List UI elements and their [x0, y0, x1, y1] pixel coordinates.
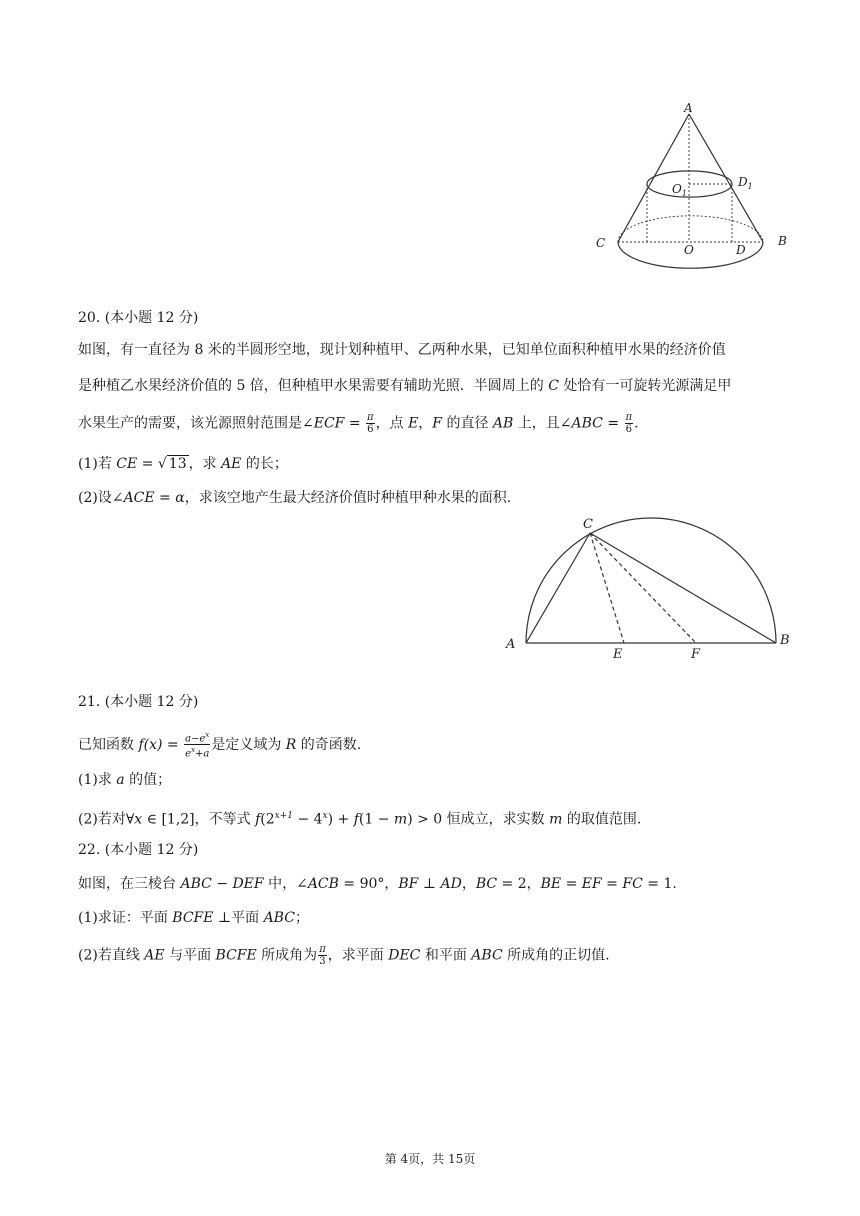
q22-part1: (1)求证：平面 BCFE ⊥平面 ABC； [78, 910, 309, 926]
cone-label-b: B [778, 234, 787, 248]
cone-label-c: C [596, 236, 606, 250]
semi-label-f: F [691, 647, 701, 662]
q21-part1: (1)求 a 的值； [78, 772, 172, 788]
q20-part1: (1)若 CE = √ 13 ，求 AE 的长； [78, 456, 288, 472]
page-footer: 第 4页，共 15页 [384, 1152, 476, 1166]
cone-label-o: O [684, 243, 694, 257]
q20-line2: 是种植乙水果经济价值的 5 倍，但种植甲水果需要有辅助光照．半圆周上的 C 处恰有一可旋转光源满足甲 [78, 378, 732, 394]
q20-line3: 水果生产的需要，该光源照射范围是∠ECF = $\frac{\pi}{6}$ ，点 E，F 的直径 AB 上，且∠ABC = $\frac{\pi}{6}$ . [78, 412, 639, 435]
semi-label-a: A [506, 637, 516, 652]
q21-header: 21. (本小题 12 分) [78, 694, 199, 710]
semi-label-b: B [780, 633, 790, 648]
q20-part2: (2)设∠ACE = α，求该空地产生最大经济价值时种植甲种水果的面积. [78, 490, 512, 506]
cone-figure [590, 100, 800, 280]
q22-header: 22. (本小题 12 分) [78, 842, 199, 858]
q20-header: 20. (本小题 12 分) [78, 310, 199, 326]
semi-label-c: C [583, 517, 593, 532]
cone-label-d: D [736, 243, 746, 257]
semicircle-figure [500, 508, 800, 668]
q22-line1: 如图，在三棱台 ABC − DEF 中，∠ACB = 90°，BF ⊥ AD，BC = 2，BE = EF = FC = 1. [78, 876, 677, 892]
semi-label-e: E [613, 647, 623, 662]
q21-part2: (2)若对∀x ∈ [1,2]，不等式 $f(2^{x+1} - 4^x) + f(1 - m) > 0$ 恒成立，求实数 m 的取值范围. [78, 811, 642, 828]
q20-line1: 如图，有一直径为 8 米的半圆形空地，现计划种植甲、乙两种水果，已知单位面积种植甲水果的经济价值 [78, 342, 726, 358]
q22-part2: (2)若直线 AE 与平面 BCFE 所成角为 $\frac{\pi}{3}$ ，求平面 DEC 和平面 ABC 所成角的正切值. [78, 944, 610, 967]
q21-line1: 已知函数 f(x) = $\frac{a-e^x}{e^x+a}$ 是定义域为 R 的奇函数. [78, 731, 362, 760]
cone-label-o1: $O_1$ [672, 182, 687, 198]
cone-label-a: A [684, 101, 693, 115]
cone-label-d1: $D_1$ [738, 175, 753, 191]
